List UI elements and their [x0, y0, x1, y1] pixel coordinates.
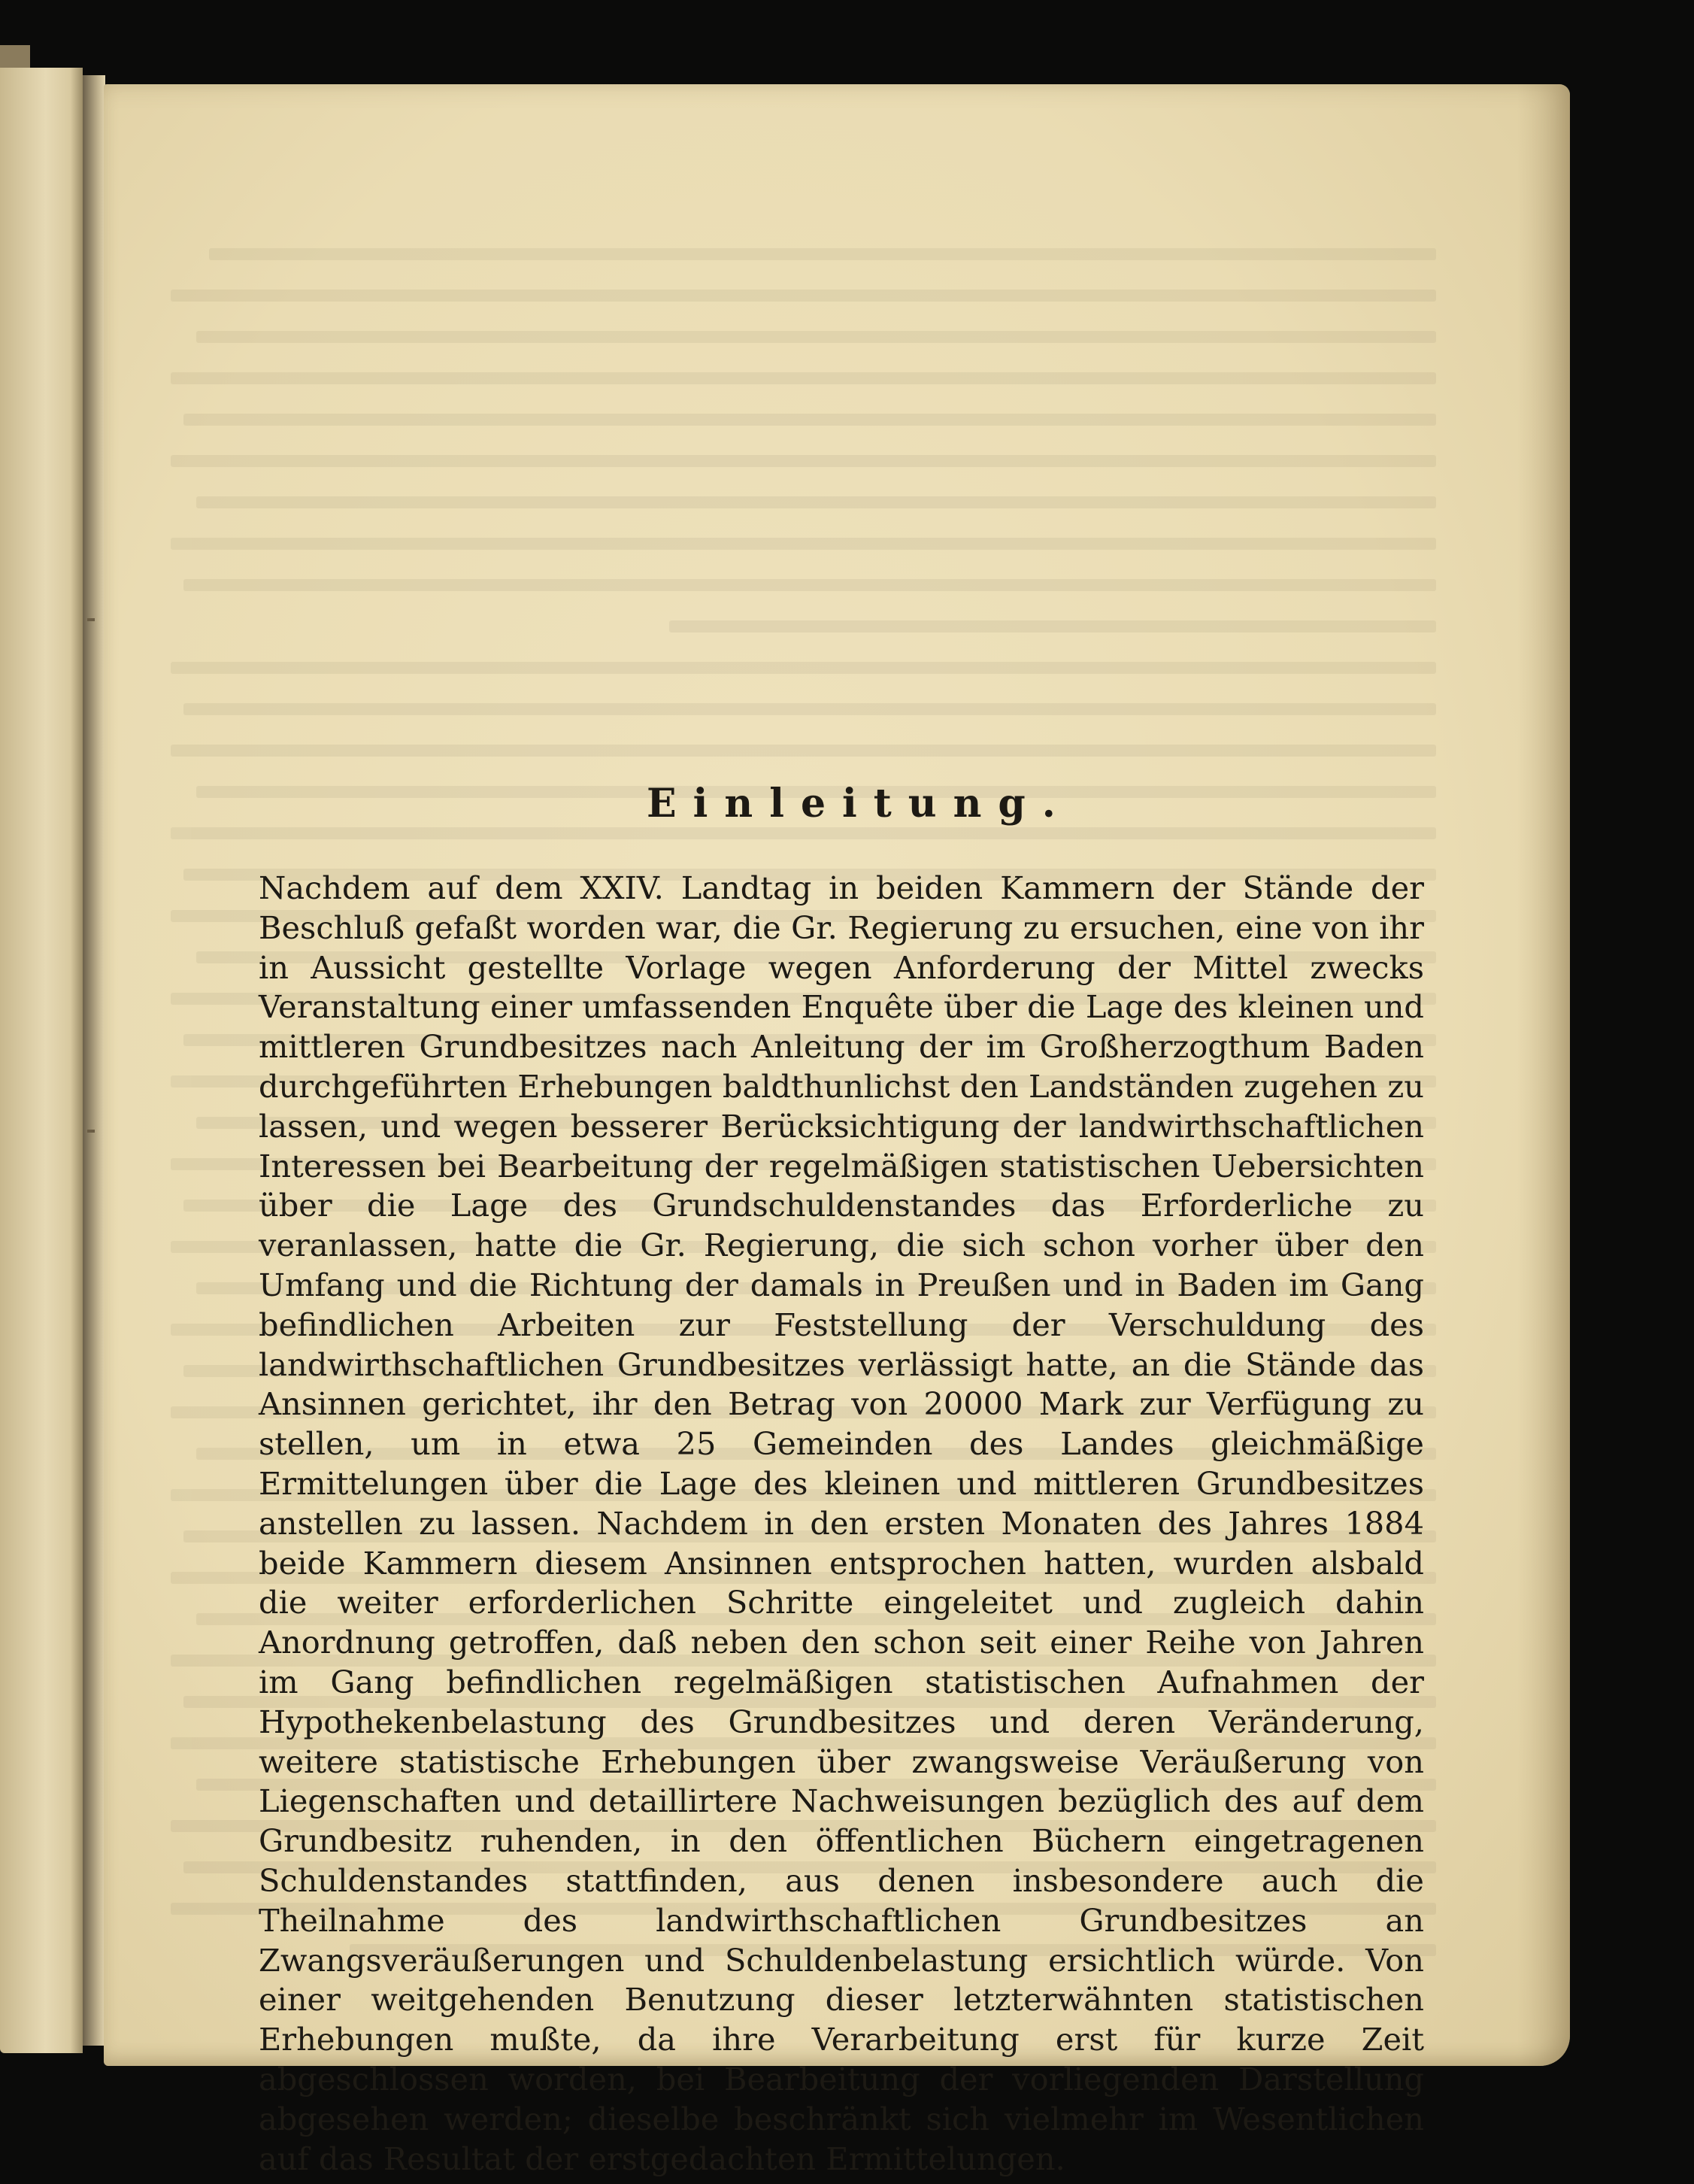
facing-page-edge [0, 68, 83, 2053]
margin-mark [87, 1130, 95, 1133]
margin-mark [87, 618, 95, 621]
book-gutter [83, 75, 105, 2046]
body-paragraph: Nachdem auf dem XXIV. Landtag in beiden Kammern der Stände der Beschluß gefaßt worden war, die Gr. Regierung zu ersuchen, eine von ihr in Aussicht gestellte Vorlage wegen Anforderung der Mittel zwecks Veranstaltung einer umfassenden Enquête über die Lage des kleinen und mittleren Grundbesitzes nach Anleitung der im Großherzogthum Baden durchgeführten Erhebungen baldthunlichst den Landständen zugehen zu lassen, und wegen besserer Berücksichtigung der landwirthschaftlichen Interessen bei Bearbeitung der regelmäßigen statistischen Uebersichten über die Lage des Grundschuldenstandes das Erforderliche zu veranlassen, hatte die Gr. Regierung, die sich schon vorher über den Umfang und die Richtung der damals in Preußen und in Baden im Gang befindlichen Arbeiten zur Feststellung der Verschuldung des landwirthschaftlichen Grundbesitzes verlässigt hatte, an die Stände das Ansinnen gerichtet, ihr den Betrag von 20000 Mark zur Verfügung zu stellen, um in etwa 25 Gemeinden des Landes gleichmäßige Ermittelungen über die Lage des kleinen und mittleren Grundbesitzes anstellen zu lassen. Nachdem in den ersten Monaten des Jahres 1884 beide Kammern diesem Ansinnen entsprochen hatten, wurden alsbald die weiter erforderlichen Schritte eingeleitet und zugleich dahin Anordnung getroffen, daß neben den schon seit einer Reihe von Jahren im Gang befindlichen regelmäßigen statistischen Aufnahmen der Hypothekenbelastung des Grundbesitzes und deren Veränderung, weitere statistische Erhebungen über zwangsweise Veräußerung von Liegenschaften und detaillirtere Nachweisungen bezüglich des auf dem Grundbesitz ruhenden, in den öffentlichen Büchern eingetragenen Schuldenstandes stattfinden, aus denen insbesondere auch die Theilnahme des landwirthschaftlichen Grundbesitzes an Zwangsveräußerungen und Schuldenbelastung ersichtlich würde. Von einer weitgehenden Benutzung dieser letzterwähnten statistischen Erhebungen mußte, da ihre Verarbeitung erst für kurze Zeit abgeschlossen worden, bei Bearbeitung der vorliegenden Darstellung abgesehen werden; dieselbe beschränkt sich vielmehr im Wesentlichen auf das Resultat der erstgedachten Ermittelungen. [259, 869, 1424, 2177]
page-fore-edge [1517, 84, 1570, 2066]
section-heading: Einleitung. [647, 781, 1072, 827]
